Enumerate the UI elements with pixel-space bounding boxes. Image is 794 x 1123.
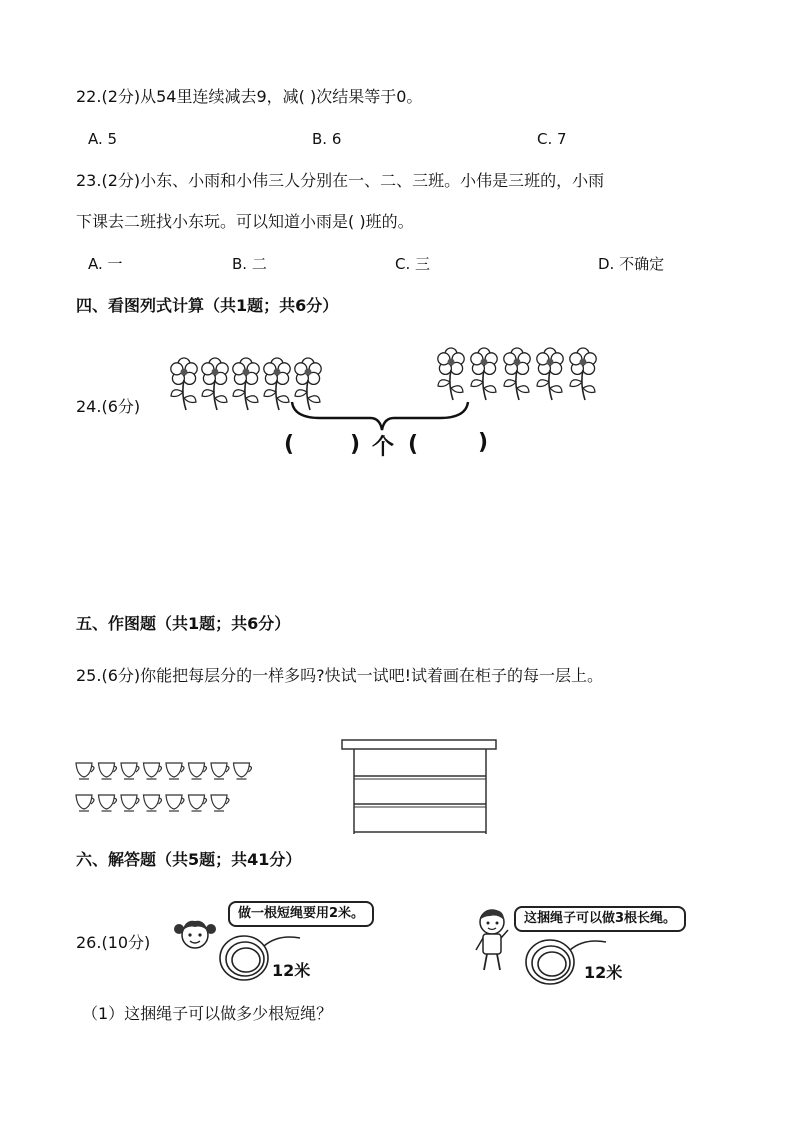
q23-option-d: D. 不确定 <box>598 255 665 273</box>
flower-icon <box>471 348 497 400</box>
cup-icon <box>234 763 252 779</box>
rope-length-right: 12米 <box>584 963 623 982</box>
cup-icon <box>76 763 94 779</box>
cup-icon <box>99 795 117 811</box>
cup-icon <box>76 795 94 811</box>
cup-icon <box>166 795 184 811</box>
answer-paren-right-close: ) <box>478 430 489 455</box>
question-26-label: 26.(10分) <box>76 933 151 952</box>
q22-option-b: B. 6 <box>312 130 342 148</box>
question-25-text: 25.(6分)你能把每层分的一样多吗?快试一试吧!试着画在柜子的每一层上。 <box>76 666 604 685</box>
cabinet <box>340 738 500 838</box>
q22-option-c: C. 7 <box>537 130 567 148</box>
cup-icon <box>189 795 207 811</box>
girl-speech-bubble: 做一根短绳要用2米。 <box>228 901 374 927</box>
girl-icon <box>173 915 217 955</box>
section-4-heading: 四、看图列式计算（共1题；共6分） <box>76 296 339 315</box>
flower-icon <box>264 358 290 410</box>
question-24-label: 24.(6分) <box>76 397 141 416</box>
question-22-text: 22.(2分)从54里连续减去9，减( )次结果等于0。 <box>76 87 423 106</box>
cup-icon <box>121 795 139 811</box>
cup-icon <box>144 795 162 811</box>
cup-icon <box>211 795 229 811</box>
answer-paren-left-close: ) <box>350 432 361 457</box>
cup-icon <box>211 763 229 779</box>
q23-option-a: A. 一 <box>88 255 123 273</box>
cup-icon <box>189 763 207 779</box>
cup-icon <box>166 763 184 779</box>
flower-icon <box>570 348 596 400</box>
cups-row-2 <box>74 792 274 814</box>
q23-option-b: B. 二 <box>232 255 267 273</box>
cup-icon <box>121 763 139 779</box>
question-23-line1: 23.(2分)小东、小雨和小伟三人分别在一、二、三班。小伟是三班的，小雨 <box>76 171 605 190</box>
question-26-sub-1: （1）这捆绳子可以做多少根短绳？ <box>82 1004 333 1023</box>
question-23-line2: 下课去二班找小东玩。可以知道小雨是( )班的。 <box>76 212 414 231</box>
q23-option-c: C. 三 <box>395 255 431 273</box>
flower-icon <box>233 358 259 410</box>
rope-length-left: 12米 <box>272 961 311 980</box>
answer-paren-left-open: ( <box>284 432 295 457</box>
cups-row-1 <box>74 760 274 782</box>
answer-paren-right-open: ( <box>408 432 419 457</box>
flower-icon <box>438 348 464 400</box>
section-6-heading: 六、解答题（共5题；共41分） <box>76 850 302 869</box>
boy-speech-bubble: 这捆绳子可以做3根长绳。 <box>514 906 686 932</box>
boy-icon <box>470 906 514 976</box>
unit-ge: 个 <box>372 435 395 460</box>
flower-icon <box>537 348 563 400</box>
cup-icon <box>144 763 162 779</box>
flower-icon <box>171 358 197 410</box>
flower-icon <box>202 358 228 410</box>
cup-icon <box>99 763 117 779</box>
section-5-heading: 五、作图题（共1题；共6分） <box>76 614 291 633</box>
q22-option-a: A. 5 <box>88 130 118 148</box>
flower-icon <box>504 348 530 400</box>
